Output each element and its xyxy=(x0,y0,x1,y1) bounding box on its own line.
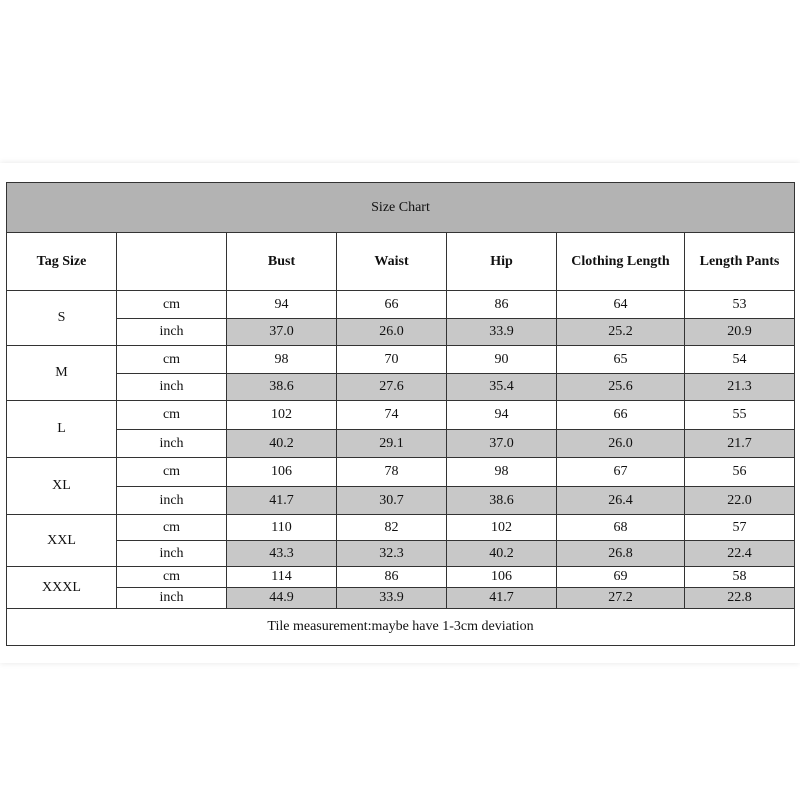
bust-value: 44.9 xyxy=(227,588,337,609)
length-pants-value: 56 xyxy=(685,458,795,487)
length-pants-value: 55 xyxy=(685,401,795,430)
clothing-length-value: 66 xyxy=(557,401,685,430)
bust-value: 40.2 xyxy=(227,430,337,458)
length-pants-value: 58 xyxy=(685,567,795,588)
tag-size-cell: XL xyxy=(7,458,117,515)
waist-value: 78 xyxy=(337,458,447,487)
clothing-length-value: 67 xyxy=(557,458,685,487)
unit-label: inch xyxy=(117,319,227,346)
size-row-xxxl-inch xyxy=(7,588,795,609)
tag-size-cell: L xyxy=(7,401,117,458)
bust-value: 94 xyxy=(227,291,337,319)
waist-value: 27.6 xyxy=(337,374,447,401)
bust-value: 41.7 xyxy=(227,487,337,515)
length-pants-value: 22.0 xyxy=(685,487,795,515)
length-pants-value: 21.3 xyxy=(685,374,795,401)
length-pants-value: 20.9 xyxy=(685,319,795,346)
unit-label: cm xyxy=(117,401,227,430)
size-row-l-cm xyxy=(7,401,795,430)
unit-label: inch xyxy=(117,541,227,567)
size-row-s-inch xyxy=(7,319,795,346)
size-row-xxl-cm xyxy=(7,515,795,541)
size-chart-table xyxy=(6,182,795,646)
bust-value: 38.6 xyxy=(227,374,337,401)
hip-value: 41.7 xyxy=(447,588,557,609)
waist-value: 82 xyxy=(337,515,447,541)
tag-size-cell: M xyxy=(7,346,117,401)
unit-label: cm xyxy=(117,291,227,319)
header-waist: Waist xyxy=(337,233,447,291)
hip-value: 102 xyxy=(447,515,557,541)
header-tag-size: Tag Size xyxy=(7,233,117,291)
header-clothing-length: Clothing Length xyxy=(557,233,685,291)
size-row-xl-cm xyxy=(7,458,795,487)
tag-size-cell: XXL xyxy=(7,515,117,567)
tag-size-cell: XXXL xyxy=(7,567,117,609)
waist-value: 74 xyxy=(337,401,447,430)
hip-value: 90 xyxy=(447,346,557,374)
size-row-l-inch xyxy=(7,430,795,458)
clothing-length-value: 26.4 xyxy=(557,487,685,515)
clothing-length-value: 25.2 xyxy=(557,319,685,346)
hip-value: 33.9 xyxy=(447,319,557,346)
tag-size-cell: S xyxy=(7,291,117,346)
length-pants-value: 21.7 xyxy=(685,430,795,458)
header-bust: Bust xyxy=(227,233,337,291)
unit-label: cm xyxy=(117,515,227,541)
bust-value: 43.3 xyxy=(227,541,337,567)
waist-value: 30.7 xyxy=(337,487,447,515)
waist-value: 86 xyxy=(337,567,447,588)
bust-value: 37.0 xyxy=(227,319,337,346)
waist-value: 66 xyxy=(337,291,447,319)
hip-value: 94 xyxy=(447,401,557,430)
hip-value: 37.0 xyxy=(447,430,557,458)
unit-label: cm xyxy=(117,458,227,487)
header-hip: Hip xyxy=(447,233,557,291)
hip-value: 35.4 xyxy=(447,374,557,401)
unit-label: inch xyxy=(117,588,227,609)
waist-value: 70 xyxy=(337,346,447,374)
clothing-length-value: 69 xyxy=(557,567,685,588)
header-length-pants: Length Pants xyxy=(685,233,795,291)
clothing-length-value: 27.2 xyxy=(557,588,685,609)
waist-value: 33.9 xyxy=(337,588,447,609)
size-row-s-cm xyxy=(7,291,795,319)
length-pants-value: 22.8 xyxy=(685,588,795,609)
waist-value: 29.1 xyxy=(337,430,447,458)
waist-value: 26.0 xyxy=(337,319,447,346)
header-unit xyxy=(117,233,227,291)
length-pants-value: 53 xyxy=(685,291,795,319)
length-pants-value: 22.4 xyxy=(685,541,795,567)
bust-value: 98 xyxy=(227,346,337,374)
bust-value: 106 xyxy=(227,458,337,487)
hip-value: 40.2 xyxy=(447,541,557,567)
bust-value: 114 xyxy=(227,567,337,588)
unit-label: inch xyxy=(117,374,227,401)
clothing-length-value: 26.0 xyxy=(557,430,685,458)
clothing-length-value: 26.8 xyxy=(557,541,685,567)
chart-title: Size Chart xyxy=(7,183,795,233)
unit-label: cm xyxy=(117,567,227,588)
unit-label: cm xyxy=(117,346,227,374)
waist-value: 32.3 xyxy=(337,541,447,567)
clothing-length-value: 65 xyxy=(557,346,685,374)
size-row-m-cm xyxy=(7,346,795,374)
unit-label: inch xyxy=(117,430,227,458)
unit-label: inch xyxy=(117,487,227,515)
size-row-xxxl-cm xyxy=(7,567,795,588)
size-row-xxl-inch xyxy=(7,541,795,567)
hip-value: 106 xyxy=(447,567,557,588)
clothing-length-value: 68 xyxy=(557,515,685,541)
size-row-m-inch xyxy=(7,374,795,401)
clothing-length-value: 25.6 xyxy=(557,374,685,401)
header-row xyxy=(7,233,795,291)
length-pants-value: 57 xyxy=(685,515,795,541)
length-pants-value: 54 xyxy=(685,346,795,374)
clothing-length-value: 64 xyxy=(557,291,685,319)
hip-value: 98 xyxy=(447,458,557,487)
measurement-note: Tile measurement:maybe have 1-3cm deviation xyxy=(7,609,795,646)
size-row-xl-inch xyxy=(7,487,795,515)
hip-value: 86 xyxy=(447,291,557,319)
hip-value: 38.6 xyxy=(447,487,557,515)
bust-value: 110 xyxy=(227,515,337,541)
bust-value: 102 xyxy=(227,401,337,430)
